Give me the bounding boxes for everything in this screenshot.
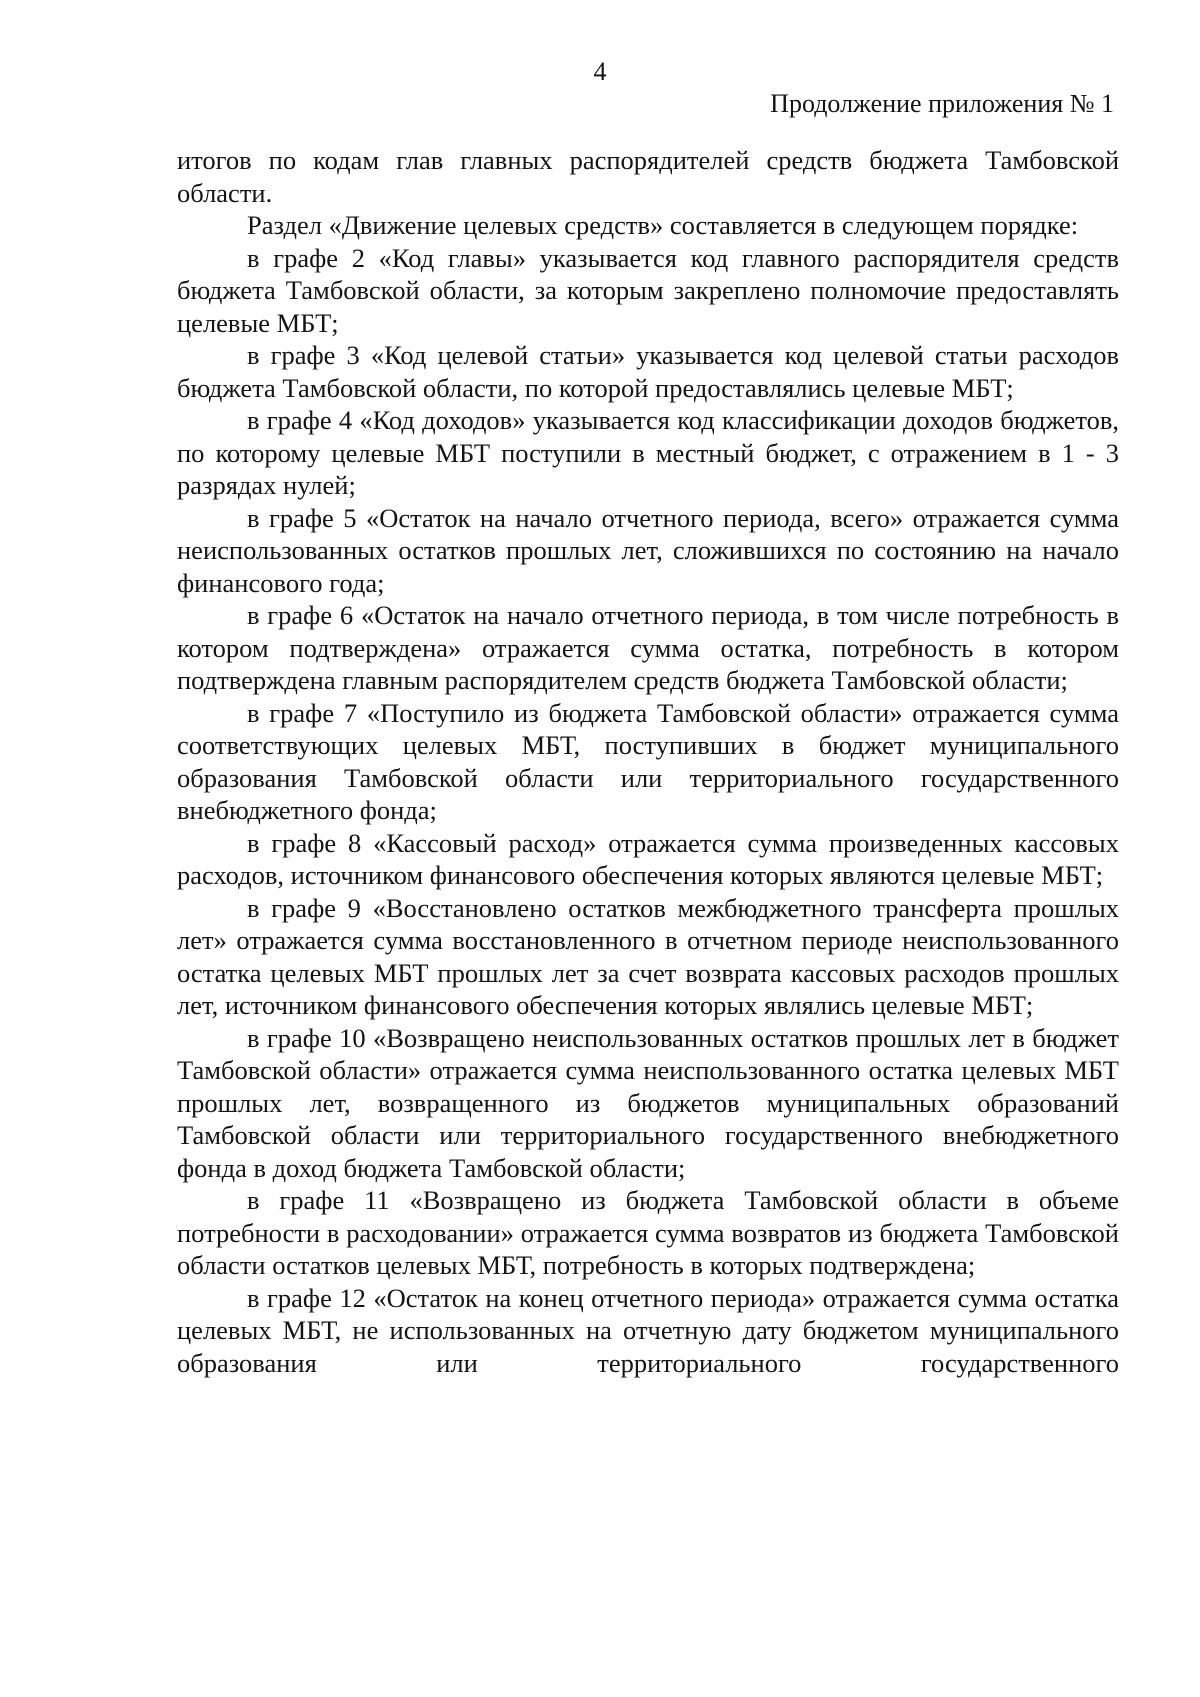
- paragraph-column-3: в графе 3 «Код целевой статьи» указывается код целевой статьи расходов бюджета Тамбовской области, по которой предоставлялись целевые МБТ;: [177, 340, 1119, 403]
- paragraph-column-9: в графе 9 «Восстановлено остатков межбюджетного трансферта прошлых лет» отражается сумма восстановленного в отчетном периоде неиспользованного остатка целевых МБТ прошлых лет за счет возврата кассовых расходов прошлых лет, источником финансового обеспечения которых являлись целевые МБТ;: [177, 892, 1119, 1020]
- paragraph-column-11: в графе 11 «Возвращено из бюджета Тамбовской области в объеме потребности в расходовании» отражается сумма возвратов из бюджета Тамбовской области остатков целевых МБТ, потребность в которых подтверждена;: [177, 1185, 1119, 1280]
- paragraph-section-intro: Раздел «Движение целевых средств» составляется в следующем порядке:: [247, 210, 1079, 240]
- paragraph-column-6: в графе 6 «Остаток на начало отчетного периода, в том числе потребность в котором подтверждена» отражается сумма остатка, потребность в котором подтверждена главным распорядителем средств бюджета Тамбовской области;: [177, 600, 1119, 695]
- paragraph-column-8: в графе 8 «Кассовый расход» отражается сумма произведенных кассовых расходов, источником финансового обеспечения которых являются целевые МБТ;: [177, 827, 1119, 890]
- paragraph-column-4: в графе 4 «Код доходов» указывается код классификации доходов бюджетов, по которому целевые МБТ поступили в местный бюджет, с отражением в 1 - 3 разрядах нулей;: [177, 405, 1119, 500]
- page-number: 4: [593, 57, 607, 86]
- paragraph-column-12: в графе 12 «Остаток на конец отчетного периода» отражается сумма остатка целевых МБТ, не использованных на отчетную дату бюджетом муниципального образования или территориального государственного: [177, 1282, 1119, 1378]
- paragraph-column-10: в графе 10 «Возвращено неиспользованных остатков прошлых лет в бюджет Тамбовской области» отражается сумма неиспользованного остатка целевых МБТ прошлых лет, возвращенного из бюджетов муниципальных образований Тамбовской области или территориального государственного внебюджетного фонда в доход бюджета Тамбовской области;: [177, 1022, 1119, 1183]
- appendix-continuation-label: Продолжение приложения № 1: [770, 89, 1114, 118]
- document-body: [177, 144, 1119, 1379]
- paragraph-column-5: в графе 5 «Остаток на начало отчетного периода, всего» отражается сумма неиспользованных остатков прошлых лет, сложившихся по состоянию на начало финансового года;: [177, 502, 1119, 598]
- paragraph-column-2: в графе 2 «Код главы» указывается код главного распорядителя средств бюджета Тамбовской области, за которым закреплено полномочие предоставлять целевые МБТ;: [177, 242, 1119, 338]
- paragraph-continuation: итогов по кодам глав главных распорядителей средств бюджета Тамбовской области.: [177, 145, 1119, 208]
- paragraph-column-7: в графе 7 «Поступило из бюджета Тамбовской области» отражается сумма соответствующих целевых МБТ, поступивших в бюджет муниципального образования Тамбовской области или территориального государственного внебюджетного фонда;: [177, 697, 1119, 825]
